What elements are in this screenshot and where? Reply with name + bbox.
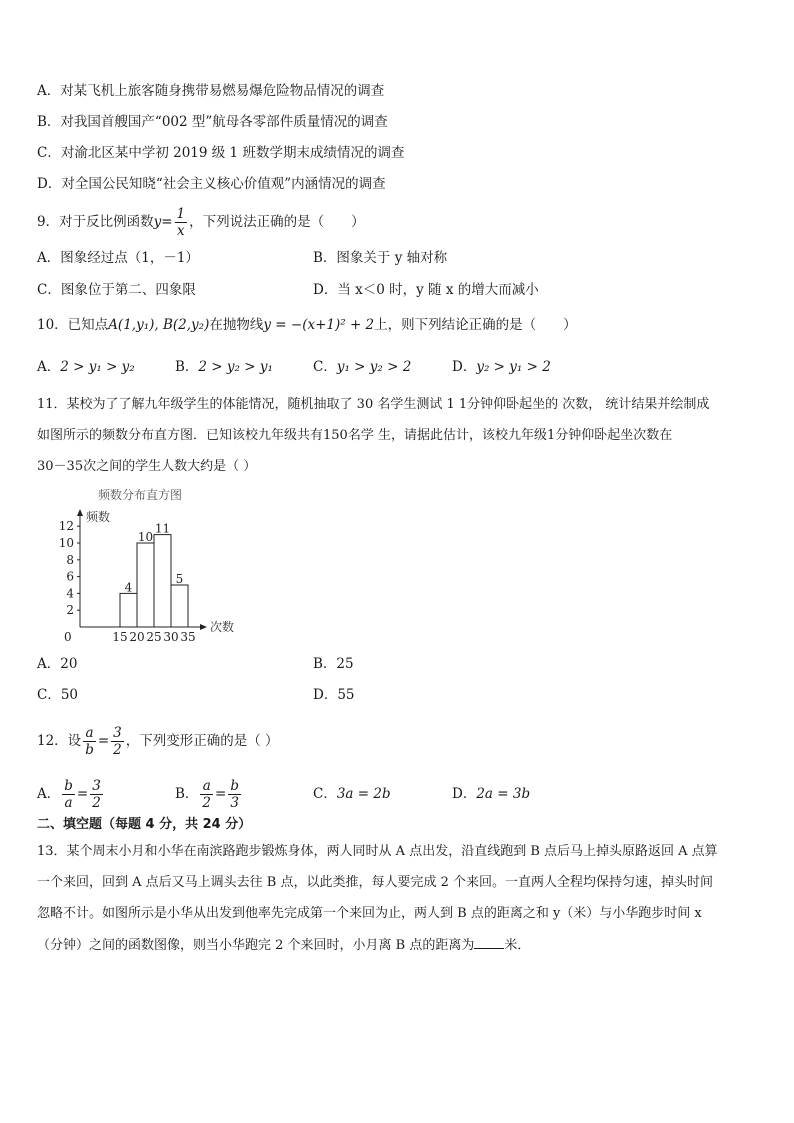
q12-d-label: D． <box>452 786 477 802</box>
q11-line-1: 11．某校为了了解九年级学生的体能情况，随机抽取了 30 名学生测试 1 1分钟仰卧起坐的 次数， 统计结果并绘制成 <box>37 397 710 412</box>
q10-d-math: y₂ > y₁ > 2 <box>476 359 551 375</box>
q12-b-l-den: 2 <box>202 795 212 811</box>
q13-line-4a: （分钟）之间的函数图像，则当小华跑完 2 个来回时，小月离 B 点的距离为 <box>37 938 475 953</box>
q10-option-d <box>452 358 551 376</box>
y-axis-arrow <box>77 509 83 516</box>
q8-option-a: A．对某飞机上旅客随身携带易燃易爆危险物品情况的调查 <box>37 83 385 99</box>
q12-option-a: A． $\frac{b}{a}$ = $\frac{3}{2}$ <box>37 778 101 811</box>
q9-option-a: A．图象经过点（1，－1） <box>37 250 199 266</box>
q10-stem <box>37 316 577 334</box>
q12-rhs-den: 2 <box>113 742 122 758</box>
q8-option-b: B．对我国首艘国产“002 型”航母各零部件质量情况的调查 <box>37 114 388 130</box>
bar-value-label: 4 <box>124 580 133 595</box>
x-axis-label: 次数 <box>210 620 235 634</box>
q12-b-label: B． <box>175 786 199 802</box>
origin-label: 0 <box>64 630 72 644</box>
histogram-bar <box>171 585 188 627</box>
q12-b-r-num: b <box>230 778 239 794</box>
q12-option-d <box>452 785 530 803</box>
section-fill-in-title: 二、填空题（每题 4 分，共 24 分） <box>37 817 252 832</box>
q9-suffix: ，下列说法正确的是（ ） <box>189 214 365 230</box>
q10-option-a <box>37 358 135 376</box>
chart-title: 频数分布直方图 <box>98 488 183 502</box>
x-tick-label: 30 <box>163 630 179 644</box>
q10-c-label: C． <box>313 359 337 375</box>
q10-a-label: A． <box>37 359 61 375</box>
q12-b-r-den: 3 <box>230 795 239 811</box>
q9-stem <box>37 205 365 239</box>
q12-b-frac-r <box>228 778 241 811</box>
q10-b-label: B． <box>175 359 199 375</box>
y-tick-label: 10 <box>58 536 74 550</box>
histogram-bar <box>120 593 137 627</box>
frequency-histogram <box>40 485 260 645</box>
q12-c-label: C． <box>313 786 337 802</box>
x-tick-label: 35 <box>180 630 196 644</box>
q9-frac-den: x <box>177 223 185 239</box>
q8-option-c: C．对渝北区某中学初 2019 级 1 班数学期末成绩情况的调查 <box>37 145 405 161</box>
q12-option-c <box>313 785 391 803</box>
y-axis-label: 频数 <box>86 510 111 524</box>
bar-value-label: 11 <box>154 521 171 536</box>
q9-option-b: B．图象关于 y 轴对称 <box>313 250 448 266</box>
q9-option-c: C．图象位于第二、四象限 <box>37 282 196 298</box>
q8-option-d: D．对全国公民知晓“社会主义核心价值观”内涵情况的调查 <box>37 176 386 192</box>
q12-prefix: 12．设 <box>37 733 82 749</box>
bar-value-label: 5 <box>175 572 184 586</box>
q12-c-math: 3a = 2b <box>336 786 391 802</box>
q11-option-c: C．50 <box>37 687 79 703</box>
q10-points: A(1,y₁), B(2,y₂) <box>108 317 210 333</box>
q12-a-frac-l <box>62 778 75 811</box>
q11-option-a: A．20 <box>37 656 78 672</box>
q10-prefix: 10．已知点 <box>37 317 109 333</box>
q12-stem <box>37 722 279 760</box>
q12-b-frac-l <box>200 778 213 811</box>
q11-line-2: 如图所示的频数分布直方图．已知该校九年级共有150名学 生，请据此估计，该校九年级1分钟仰卧起坐次数在 <box>37 428 673 443</box>
q9-fraction <box>175 206 188 239</box>
q13-answer-blank[interactable] <box>474 936 504 949</box>
q12-a-label: A． <box>37 786 61 802</box>
q10-mid: 在抛物线 <box>209 317 264 333</box>
bar-value-label: 10 <box>137 530 154 544</box>
q10-c-math: y₁ > y₂ > 2 <box>336 359 412 375</box>
q12-frac-rhs <box>111 725 124 758</box>
q11-option-d: D．55 <box>313 687 355 703</box>
q9-fn-lhs: y= <box>153 214 173 230</box>
q10-suffix: 上，则下列结论正确的是（ ） <box>374 317 577 333</box>
y-tick-label: 4 <box>66 586 74 601</box>
q12-rhs-num: 3 <box>113 725 122 741</box>
q10-a-math: 2 > y₁ > y₂ <box>60 359 135 375</box>
q12-a-l-den: a <box>64 795 73 811</box>
q11-option-b: B．25 <box>313 656 354 672</box>
q9-option-d: D．当 x＜0 时，y 随 x 的增大而减小 <box>313 282 539 298</box>
q9-frac-num: 1 <box>176 206 186 222</box>
q10-option-b <box>175 358 273 376</box>
q12-d-math: 2a = 3b <box>476 786 531 802</box>
x-tick-label: 20 <box>129 630 145 644</box>
x-tick-label: 25 <box>146 630 162 644</box>
q12-a-frac-r <box>90 778 103 811</box>
q12-eq: = <box>97 733 110 749</box>
q13-line-2: 一个来回，回到 A 点后又马上调头去往 B 点，以此类推，每人要完成 2 个来回。一直两人全程均保持匀速，掉头时间 <box>37 875 714 890</box>
q12-lhs-num: a <box>83 725 96 742</box>
q13-line-4 <box>37 936 530 955</box>
q12-a-r-num: 3 <box>92 778 101 794</box>
y-tick-label: 6 <box>66 569 74 584</box>
y-tick-label: 8 <box>66 552 74 567</box>
q9-prefix: 9．对于反比例函数 <box>37 214 154 230</box>
q10-d-label: D． <box>452 359 477 375</box>
q13-line-3: 忽略不计。如图所示是小华从出发到他率先完成第一个来回为止，两人到 B 点的距离之和 y（米）与小华跑步时间 x <box>37 906 702 921</box>
q12-a-r-den: 2 <box>92 795 101 811</box>
q12-option-b: B． $\frac{a}{2}$ = $\frac{b}{3}$ <box>175 778 239 811</box>
x-axis-arrow <box>200 624 207 630</box>
q13-line-1: 13．某个周末小月和小华在南滨路跑步锻炼身体，两人同时从 A 点出发，沿直线跑到 B 点后马上掉头原路返回 A 点算 <box>37 844 718 859</box>
q10-parabola: y = −(x+1)² + 2 <box>263 317 375 333</box>
q12-b-l-num: a <box>200 778 213 795</box>
x-tick-label: 15 <box>112 630 128 644</box>
q11-line-3: 30－35次之间的学生人数大约是（ ） <box>37 459 257 474</box>
q12-a-l-num: b <box>64 778 73 794</box>
q13-line-4b: 米． <box>504 938 531 953</box>
q12-suffix: ，下列变形正确的是（ ） <box>125 733 279 749</box>
y-tick-label: 12 <box>58 519 74 534</box>
q10-b-math: 2 > y₂ > y₁ <box>198 359 273 375</box>
y-tick-label: 2 <box>66 603 74 618</box>
q12-frac-lhs <box>83 725 96 758</box>
histogram-bar <box>137 543 154 627</box>
q12-lhs-den: b <box>85 742 94 758</box>
q10-option-c <box>313 358 411 376</box>
histogram-bar <box>154 535 171 627</box>
